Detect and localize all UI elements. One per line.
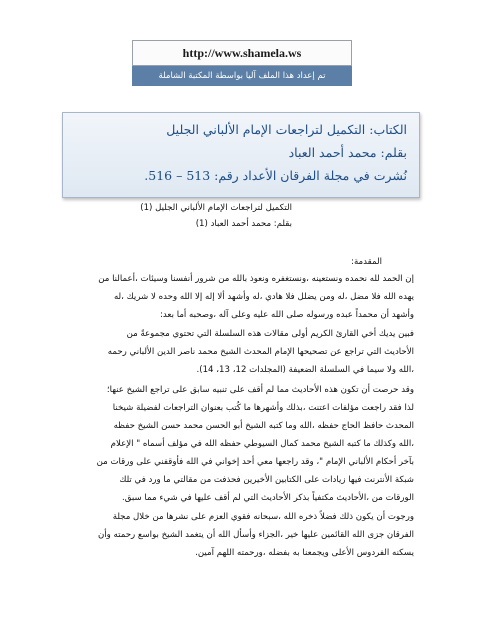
body-line: وقد حرصت أن تكون هذه الأحاديث مما لم أقف على تنبيه سابق على تراجع الشيخ عنها؛ [106,385,414,395]
heading-title: التكميل لتراجعات الإمام الألباني الجليل (1) [140,203,292,213]
body-line: ورجوت أن يكون ذلك فضلاً ذخره الله ،سبحانه فقوي العزم على نشرها من خلال مجلة [112,512,414,522]
body-line: إن الحمد لله نحمده ونستعينه ،ونستغفره ونعوذ بالله من شرور أنفسنا وسيئات ،أعمالنا من [98,274,414,284]
book-published: نُشرت في مجلة الفرقان الأعداد رقم: 513 – 516. [144,168,407,183]
body-line: الفرقان جزى الله القائمين عليها خير ،الجزاء وأسأل الله أن يتغمد الشيخ بواسع رحمته وأن [97,530,414,540]
body-line: الورقات من ،الأحاديث مكتفياً بذكر الأحاديث التي لم أقف عليها في شيء مما سبق. [121,493,414,503]
body-line: ،الله ولا سيما في السلسلة الضعيفة (المجلدات 12، 13، 14). [196,365,414,375]
book-title: الكتاب: التكميل لتراجعات الإمام الألباني الجليل [166,122,407,137]
book-author: بقلم: محمد أحمد العباد [288,145,407,160]
body-line: ،الله وكذلك ما كتبه الشيخ محمد كمال السيوطي حفظه الله في مؤلف أسماه " الإعلام [110,439,414,449]
body-line: لذا فقد راجعت مؤلفات اعتنت ،بذلك وأشهرها ما كُتب بعنوان التراجعات لفضيلة شيخنا [112,403,414,413]
body-line: وأشهد أن محمداً عبده ورسوله صلى الله عليه وعلى آله ،وصحبه أما بعد: [160,310,414,320]
source-url: http://www.shamela.ws [132,40,352,66]
body-line: المحدث حافظ الحاج حفظه ،الله وما كتبه الشيخ أبو الحسن محمد حسن الشيخ حفظه [113,421,414,431]
body-line: الأحاديث التي تراجع عن تصحيحها الإمام المحدث الشيخ محمد ناصر الدين الألباني رحمه [107,347,414,357]
body-line: يهده الله فلا مضل ،له ومن يضلل فلا هادي ،له وأشهد ألا إله إلا الله وحده لا شريك ،له [113,292,414,302]
generated-by-banner: تم إعداد هذا الملف آليا بواسطة المكتبة الشاملة [132,66,352,86]
intro-label: المقدمة: [351,257,382,267]
body-line: شبكة الأنترنت فيها زيادات على الكتابين الأخيرين فحذفت من مقالتي ما ورد في تلك [119,475,414,485]
body-line: فبين يديك أخي القارئ الكريم أولى مقالات هذه السلسلة التي تحتوي مجموعةً من [126,329,414,339]
book-info-box [62,112,420,198]
body-line: يسكنه الفردوس الأعلى ويجمعنا به بفضله ،ورحمته اللهم آمين. [195,548,414,558]
heading-author: بقلم: محمد أحمد العباد (1) [195,219,292,229]
body-line: بآخر أحكام الألباني الإمام "، وقد راجعها معي أحد إخواني في الله فأوقفني على ورقات من [96,457,414,467]
